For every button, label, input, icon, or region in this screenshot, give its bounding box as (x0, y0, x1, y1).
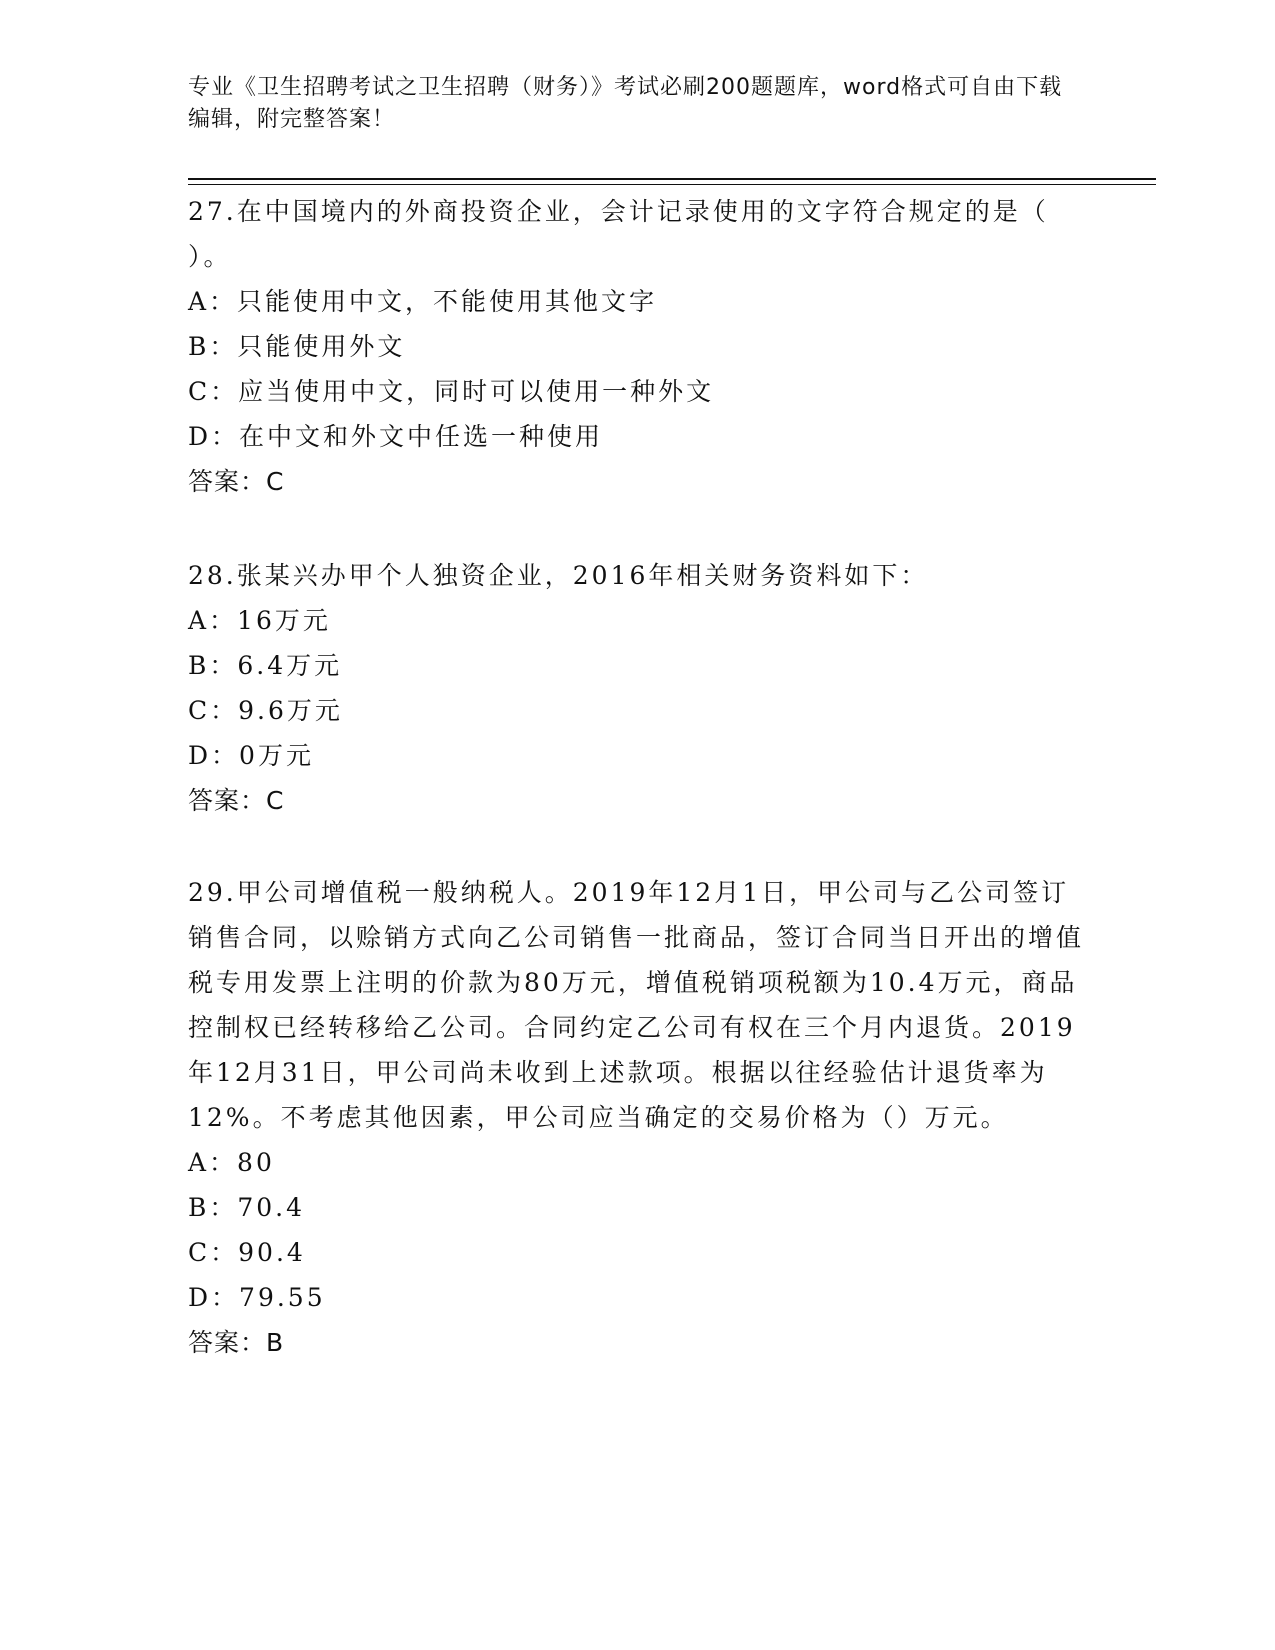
answer: 答案：C (188, 786, 285, 815)
answer: 答案：C (188, 467, 285, 496)
header-rule-thick (188, 178, 1156, 180)
document-header: 专业《卫生招聘考试之卫生招聘（财务）》考试必刷200题题库，word格式可自由下载编辑，附完整答案！ (188, 75, 1063, 132)
option-b: B：6.4万元 (188, 651, 343, 680)
option-a: A：16万元 (188, 606, 331, 635)
question-stem: 29.甲公司增值税一般纳税人。2019年12月1日，甲公司与乙公司签订销售合同，以赊销方式向乙公司销售一批商品，签订合同当日开出的增值税专用发票上注明的价款为80万元，增值税销项税额为10.4万元，商品控制权已经转移给乙公司。合同约定乙公司有权在三个月内退货。2019年12月31日，甲公司尚未收到上述款项。根据以往经验估计退货率为12%。不考虑其他因素，甲公司应当确定的交易价格为（）万元。 (188, 878, 1085, 1132)
option-b: B：只能使用外文 (188, 332, 406, 361)
question-29 (188, 870, 1088, 1365)
option-d: D：79.55 (188, 1283, 326, 1312)
question-stem: 28.张某兴办甲个人独资企业，2016年相关财务资料如下： (188, 561, 929, 590)
question-27 (188, 189, 1088, 504)
option-a: A：80 (188, 1148, 275, 1177)
option-b: B：70.4 (188, 1193, 306, 1222)
answer: 答案：B (188, 1328, 285, 1357)
question-28 (188, 553, 1088, 823)
option-d: D：在中文和外文中任选一种使用 (188, 422, 604, 451)
option-a: A：只能使用中文，不能使用其他文字 (188, 287, 658, 316)
option-d: D：0万元 (188, 741, 314, 770)
option-c: C：9.6万元 (188, 696, 343, 725)
option-c: C：90.4 (188, 1238, 306, 1267)
option-c: C：应当使用中文，同时可以使用一种外文 (188, 377, 715, 406)
question-stem: 27.在中国境内的外商投资企业，会计记录使用的文字符合规定的是（ ）。 (188, 197, 1049, 271)
header-rule-thin (188, 184, 1156, 185)
